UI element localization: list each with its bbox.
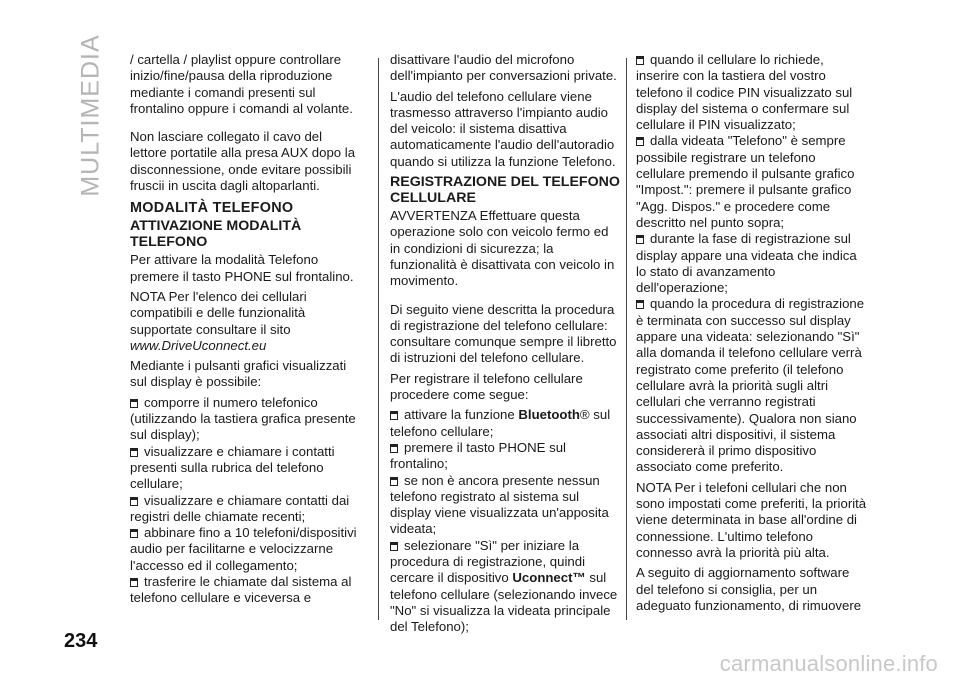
paragraph: Di seguito viene descritta la procedura di registrazione del telefono cellulare: consultare comunque sempre il libretto di istruzioni del telefono cellulare. (390, 301, 617, 366)
bluetooth-brand: Bluetooth (518, 407, 580, 423)
bullet-icon (130, 399, 138, 408)
bullet-icon (130, 497, 138, 506)
list-item: attivare la funzione Bluetooth® sul telefono cellulare; (390, 407, 611, 439)
column-1 (130, 52, 362, 607)
bullet-icon (390, 477, 398, 486)
column-divider (378, 58, 379, 620)
bullet-icon (636, 56, 644, 65)
paragraph: disattivare l'audio del microfono dell'impianto per conversazioni private. (390, 52, 617, 84)
list-item: comporre il numero telefonico (utilizzando la tastiera grafica presente sul display); (130, 394, 356, 443)
section-heading: MODALITÀ TELEFONO (130, 200, 294, 217)
list-item: se non è ancora presente nessun telefono registrato al sistema sul display viene visualizzata un'apposita videata; (390, 472, 609, 537)
bullet-icon (130, 578, 138, 587)
list-item: visualizzare e chiamare i contatti presenti sulla rubrica del telefono cellulare; (130, 443, 335, 492)
warning-paragraph: AVVERTENZA Effettuare questa operazione solo con veicolo fermo ed in condizioni di sicurezza; la funzionalità è disattivata con veicolo in movimento. (390, 208, 615, 289)
paragraph: L'audio del telefono cellulare viene trasmesso attraverso l'impianto audio del veicolo: il sistema disattiva automaticamente l'audio dell'autoradio quando si utilizza la funzione Telefono. (390, 88, 616, 169)
bullet-icon (636, 300, 644, 309)
bullet-icon (390, 542, 398, 551)
paragraph: Per attivare la modalità Telefono premere il tasto PHONE sul frontalino. (130, 252, 354, 284)
page-number: 234 (64, 630, 98, 652)
list-item: dalla videata "Telefono" è sempre possibile registrare un telefono cellulare premendo il pulsante grafico "Impost.": premere il pulsante grafico "Agg. Dispos." e procedere come descritto nel punto sopra; (636, 133, 855, 230)
bullet-icon (390, 411, 398, 420)
subsection-heading: ATTIVAZIONE MODALITÀ TELEFONO (130, 218, 302, 251)
list-item: abbinare fino a 10 telefoni/dispositivi audio per facilitarne e velocizzarne l'accesso ed il collegamento; (130, 525, 357, 573)
section-label: MULTIMEDIA (76, 33, 105, 197)
list-item: trasferire le chiamate dal sistema al telefono cellulare e viceversa e (130, 574, 352, 606)
bullet-icon (390, 444, 398, 453)
paragraph: Non lasciare collegato il cavo del lettore portatile alla presa AUX dopo la disconnessione, onde evitare possibili fruscii in uscita dagli altoparlanti. (130, 129, 356, 194)
list-item: selezionare "Sì" per iniziare la procedura di registrazione, quindi cercare il dispositivo Uconnect™ sul telefono cellulare (selezionando invece "No" si visualizza la videata principale del Telefono); (390, 537, 618, 635)
subsection-heading: REGISTRAZIONE DEL TELEFONO CELLULARE (390, 174, 620, 207)
bullet-icon (130, 529, 138, 538)
uconnect-brand: Uconnect™ (512, 570, 586, 586)
paragraph: A seguito di aggiornamento software del telefono si consiglia, per un adeguato funzionamento, di rimuovere (636, 565, 862, 613)
paragraph: Mediante i pulsanti grafici visualizzati sul display è possibile: (130, 358, 347, 390)
bullet-icon (636, 137, 644, 146)
watermark: carmanualsonline.info (719, 651, 938, 676)
note-paragraph: NOTA Per i telefoni cellulari che non sono impostati come preferiti, la priorità viene determinata in base all'ordine di connessione. L'ultimo telefono connesso avrà la priorità più alta. (636, 479, 867, 560)
bullet-icon (130, 448, 138, 457)
bullet-icon (636, 235, 644, 244)
list-item: durante la fase di registrazione sul display appare una videata che indica lo stato di avanzamento dell'operazione; (636, 231, 857, 296)
column-2 (390, 52, 622, 636)
website-url: www.DriveUconnect.eu (130, 337, 267, 353)
paragraph: / cartella / playlist oppure controllare inizio/fine/pausa della riproduzione mediante i comandi presenti sul frontalino oppure i comandi al volante. (130, 52, 353, 116)
list-item: premere il tasto PHONE sul frontalino; (390, 439, 566, 472)
column-divider (626, 58, 627, 620)
paragraph: NOTA Per l'elenco dei cellulari compatibili e delle funzionalità supportate consultare il sito (130, 288, 307, 337)
column-3 (636, 52, 868, 618)
paragraph: Per registrare il telefono cellulare procedere come segue: (390, 370, 583, 403)
list-item: quando il cellulare lo richiede, inserire con la tastiera del vostro telefono il codice PIN visualizzato sul display del sistema o confermare sul cellulare il PIN visualizzato; (636, 52, 853, 133)
list-item: visualizzare e chiamare contatti dai registri delle chiamate recenti; (130, 492, 350, 524)
list-item: quando la procedura di registrazione è terminata con successo sul display appare una videata: selezionando "Sì" alla domanda il telefono cellulare verrà registrato come preferito (il telefono cellulare avrà la priorità sugli altri cellulari che verranno registrati successivamente). Qualora non siano associati altri dispositivi, il sistema considererà il primo dispositivo associato come preferito. (636, 296, 865, 475)
